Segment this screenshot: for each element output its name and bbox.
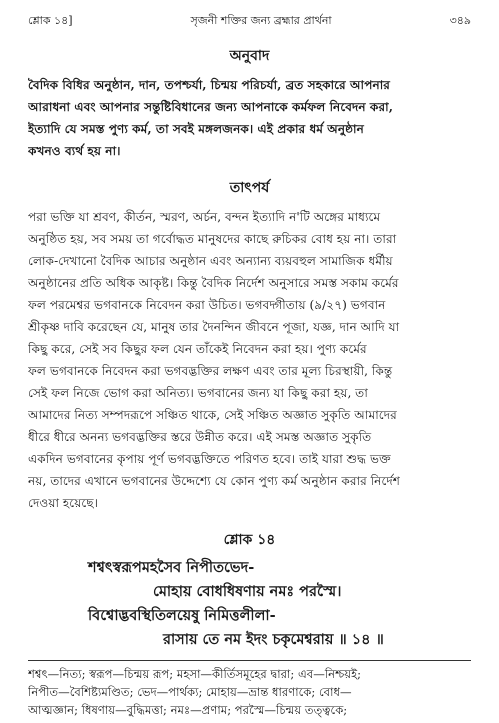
purport-line: অনুষ্ঠানের প্রতি অধিক আকৃষ্ট। কিন্তু বৈদিক নির্দেশ অনুসারে সমস্ত সকাম কর্মের (28, 276, 399, 290)
page-number: ৩৪৯ (449, 14, 471, 27)
purport-line: সেই ফল নিজে ভোগ করা অনিত্য। ভগবানের জন্য যা কিছু করা হয়, তা (28, 386, 368, 400)
header-verse-ref: শ্লোক ১৪] (28, 14, 73, 27)
translation-line: বৈদিক বিধির অনুষ্ঠান, দান, তপশ্চর্যা, চিন্ময় পরিচর্যা, ব্রত সহকারে আপনার (28, 78, 390, 92)
purport-line: অনুষ্ঠিত হয়, সব সময় তা গর্বোদ্ধত মানুষদের কাছে রুচিকর বোধ হয় না। তারা (28, 232, 397, 246)
translation-line: কখনও ব্যর্থ হয় না। (28, 144, 121, 158)
purport-line: নয়, তাদের এখানে ভগবানের উদ্দেশ্যে যে কোন পুণ্য কর্ম অনুষ্ঠান করার নির্দেশ (28, 474, 400, 488)
verse-line: বিশ্বোদ্ভবস্থিতিলয়েষু নিমিত্তলীলা- (88, 607, 276, 624)
translation-heading: অনুবাদ (229, 48, 270, 64)
synonyms-line: শশ্বৎ—নিত্য; স্বরূপ—চিন্ময় রূপ; মহসা—কীর্তিসমূহের দ্বারা; এব—নিশ্চয়ই; (28, 667, 362, 681)
divider (28, 660, 471, 661)
page-header (28, 12, 471, 30)
purport-line: আমাদের নিত্য সম্পদরূপে সঞ্চিত থাকে, সেই সঞ্চিত অজ্ঞাত সুকৃতি আমাদের (28, 408, 397, 422)
purport-line: ধীরে ধীরে অনন্য ভগবদ্ভক্তির স্তরে উন্নীত করে। এই সমস্ত অজ্ঞাত সুকৃতি (28, 430, 372, 444)
translation-line: ইত্যাদি যে সমস্ত পুণ্য কর্ম, তা সবই মঙ্গলজনক। এই প্রকার ধর্ম অনুষ্ঠান (28, 122, 364, 136)
purport-line: একদিন ভগবানের কৃপায় পূর্ণ ভগবদ্ভক্তিতে পরিণত হবে। তাই যারা শুদ্ধ ভক্ত (28, 452, 391, 466)
purport-line: শ্রীকৃষ্ণ দাবি করেছেন যে, মানুষ তার দৈনন্দিন জীবনে পূজা, যজ্ঞ, দান আদি যা (28, 320, 400, 334)
synonyms-line: আত্মজ্ঞান; ধিষণায়—বুদ্ধিমত্তা; নমঃ—প্রণাম; পরস্মৈ—চিন্ময় তত্ত্বকে; (28, 703, 348, 717)
synonyms-section (28, 665, 471, 719)
verse-section (28, 528, 471, 652)
purport-line: ফল ভগবানকে নিবেদন করা ভগবদ্ভক্তির লক্ষণ এবং তার মূল্য চিরস্থায়ী, কিন্তু (28, 364, 393, 378)
purport-line: দেওয়া হয়েছে। (28, 496, 99, 510)
verse-title: শ্লোক ১৪ (223, 532, 276, 548)
verse-line: মোহায় বোধধিষণায় নমঃ পরস্মৈ। (153, 583, 342, 600)
translation-section (28, 44, 471, 162)
verse-line: রাসায় তে নম ইদং চকৃমেশ্বরায় ॥ ১৪ ॥ (163, 631, 384, 648)
purport-heading: তাৎপর্য (229, 180, 270, 196)
purport-line: লোক-দেখানো বৈদিক আচার অনুষ্ঠান এবং অন্যান্য ব্যয়বহুল সামাজিক ধর্মীয় (28, 254, 393, 268)
header-chapter-title: সৃজনী শক্তির জন্য ব্রহ্মার প্রার্থনা (190, 14, 332, 27)
purport-line: কিছু করে, সেই সব কিছুর ফল যেন তাঁকেই নিবেদন করা হয়। পুণ্য কর্মের (28, 342, 367, 356)
verse-text (28, 556, 471, 652)
purport-text (28, 206, 471, 514)
translation-text (28, 74, 471, 162)
purport-line: পরা ভক্তি যা শ্রবণ, কীর্তন, স্মরণ, অর্চন, বন্দন ইত্যাদি ন'টি অঙ্গের মাধ্যমে (28, 210, 381, 224)
purport-line: ফল পরমেশ্বর ভগবানকে নিবেদন করা উচিত। ভগবদ্গীতায় (৯/২৭) ভগবান (28, 298, 386, 312)
verse-line: শশ্বৎস্বরূপমহসৈব নিপীতভেদ- (88, 559, 255, 576)
purport-section (28, 176, 471, 514)
translation-line: আরাধনা এবং আপনার সন্তুষ্টিবিধানের জন্য আপনাকে কর্মফল নিবেদন করা, (28, 100, 393, 114)
synonyms-line: নিপীত—বৈশিষ্ট্যমণ্ডিত; ভেদ—পার্থক্য; মোহায়—ভ্রান্ত ধারণাকে; বোধ— (28, 685, 352, 699)
